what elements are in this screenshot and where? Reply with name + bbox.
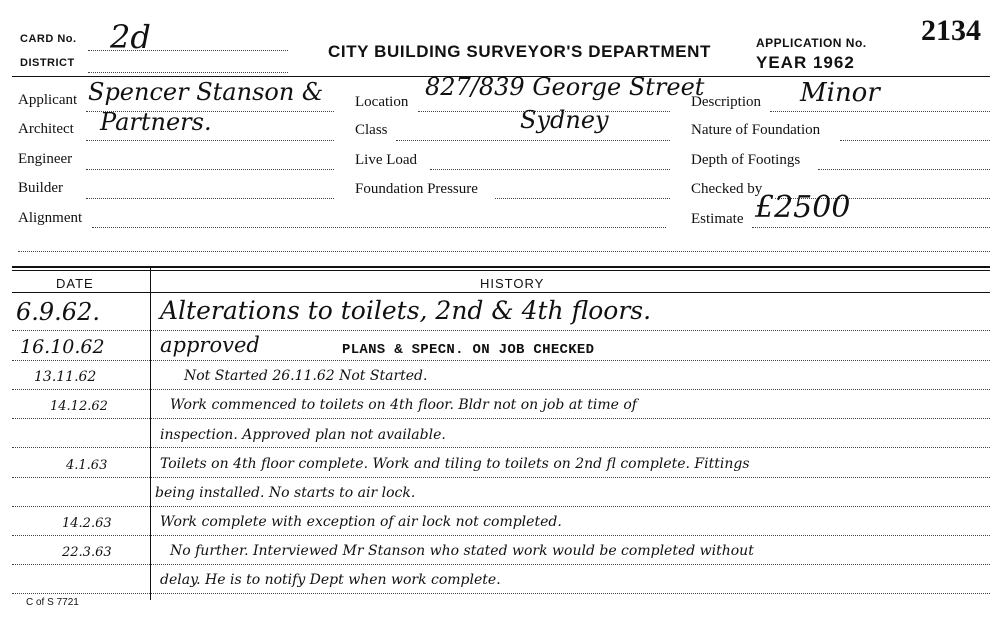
form-number: C of S 7721 — [26, 597, 79, 608]
row-rule — [12, 477, 990, 478]
location-value-street: 827/839 George Street — [425, 73, 705, 101]
foundation-pressure-line — [495, 198, 670, 199]
card-no-value: 2d — [110, 18, 151, 56]
nature-line — [840, 140, 990, 141]
table-row-date: 14.2.63 — [62, 516, 112, 531]
applicant-value: Spencer Stanson & — [88, 78, 324, 106]
alignment-line — [92, 227, 666, 228]
table-row-entry: No further. Interviewed Mr Stanson who stated work would be completed without — [170, 543, 754, 559]
description-value: Minor — [800, 78, 880, 108]
table-row-entry-continued: being installed. No starts to air lock. — [155, 485, 416, 501]
foundation-pressure-label: Foundation Pressure — [355, 181, 478, 197]
location-value-city: Sydney — [520, 106, 609, 134]
location-label: Location — [355, 94, 409, 110]
row-rule — [12, 360, 990, 361]
table-row-date: 16.10.62 — [20, 336, 105, 358]
engineer-line — [86, 169, 334, 170]
table-row-entry: Toilets on 4th floor complete. Work and tiling to toilets on 2nd fl complete. Fittings — [160, 456, 750, 472]
table-row-date: 6.9.62. — [16, 298, 100, 326]
department-title: CITY BUILDING SURVEYOR'S DEPARTMENT — [328, 42, 712, 61]
row-rule — [12, 330, 990, 331]
architect-value: Partners. — [100, 108, 212, 136]
history-header: HISTORY — [480, 276, 545, 291]
blank-line — [18, 251, 990, 252]
depth-label: Depth of Footings — [691, 152, 801, 168]
table-row-entry: approved — [160, 333, 260, 357]
card-no-line — [88, 50, 288, 51]
plans-checked-stamp: PLANS & SPECN. ON JOB CHECKED — [342, 342, 595, 358]
applicant-label: Applicant — [18, 92, 78, 108]
builder-line — [86, 198, 334, 199]
nature-label: Nature of Foundation — [691, 122, 821, 138]
class-line — [396, 140, 670, 141]
row-rule — [12, 593, 990, 594]
table-row-entry: Work commenced to toilets on 4th floor. Bldr not on job at time of — [170, 397, 637, 413]
card-no-label: CARD No. — [20, 33, 77, 45]
table-row-date: 14.12.62 — [50, 399, 108, 414]
row-rule — [12, 506, 990, 507]
row-rule — [12, 535, 990, 536]
date-header: DATE — [56, 276, 94, 291]
application-number: 2134 — [921, 14, 981, 47]
row-rule — [12, 447, 990, 448]
row-rule — [12, 389, 990, 390]
table-row-entry: Not Started 26.11.62 Not Started. — [184, 368, 428, 384]
row-rule — [12, 418, 990, 419]
district-label: DISTRICT — [20, 57, 75, 69]
estimate-value: £2500 — [755, 190, 851, 225]
alignment-label: Alignment — [18, 210, 83, 226]
table-row-date: 13.11.62 — [34, 369, 97, 385]
table-row-entry-continued: delay. He is to notify Dept when work complete. — [160, 572, 501, 588]
table-row-entry: Alterations to toilets, 2nd & 4th floors. — [160, 296, 652, 325]
architect-label: Architect — [18, 121, 74, 137]
district-line — [88, 72, 288, 73]
live-load-label: Live Load — [355, 152, 418, 168]
table-row-entry: Work complete with exception of air lock not completed. — [160, 514, 562, 530]
description-line — [770, 111, 990, 112]
estimate-line — [752, 227, 990, 228]
table-row-date: 22.3.63 — [62, 545, 112, 560]
table-row-entry-continued: inspection. Approved plan not available. — [160, 427, 446, 443]
architect-line — [86, 140, 334, 141]
estimate-label: Estimate — [691, 211, 744, 227]
table-row-date: 4.1.63 — [66, 458, 108, 473]
checked-label: Checked by — [691, 181, 763, 197]
table-header-rule — [12, 292, 990, 293]
class-label: Class — [355, 122, 388, 138]
depth-line — [818, 169, 990, 170]
live-load-line — [430, 169, 670, 170]
row-rule — [12, 564, 990, 565]
location-line — [418, 111, 670, 112]
table-top-rule — [12, 266, 990, 268]
description-label: Description — [691, 94, 761, 110]
date-column-divider — [150, 266, 151, 600]
year-label: YEAR 1962 — [756, 53, 855, 72]
table-top-rule-thin — [12, 270, 990, 271]
application-label: APPLICATION No. — [756, 36, 867, 50]
builder-label: Builder — [18, 180, 63, 196]
engineer-label: Engineer — [18, 151, 73, 167]
